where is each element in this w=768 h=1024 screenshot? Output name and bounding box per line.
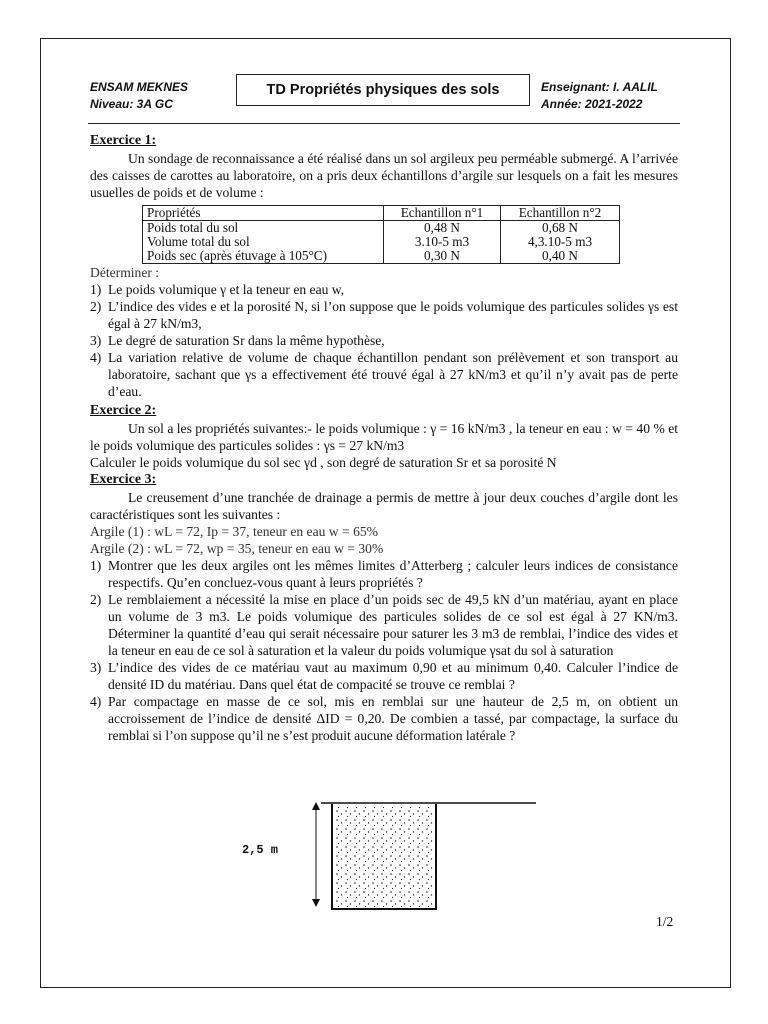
document-body	[90, 132, 678, 744]
height-label: 2,5 m	[242, 843, 279, 857]
header-rule	[88, 123, 680, 124]
table-cell: 0,40 N	[501, 249, 620, 264]
ex3-clay-2: Argile (2) : wL = 72, wp = 35, teneur en eau w = 30%	[90, 541, 384, 556]
ex3-intro: Le creusement d’une tranchée de drainage a permis de mettre à jour deux couches d’argile dont les caractéristiques sont les suivantes :	[90, 490, 678, 522]
doc-title: TD Propriétés physiques des sols	[236, 74, 530, 106]
list-item: 3) L’indice des vides de ce matériau vaut au maximum 0,90 et au minimum 0,40. Calculer l’indice de densité ID du matériau. Dans quel état de compacité se trouve ce remblai ?	[90, 660, 678, 692]
fill-material	[334, 807, 434, 908]
arrow-down-icon	[312, 899, 320, 907]
list-item: 1) Le poids volumique γ et la teneur en eau w,	[90, 282, 345, 297]
table-row	[143, 221, 620, 236]
ex1-question-list	[90, 281, 678, 400]
table-row	[143, 235, 620, 249]
table-cell: 0,68 N	[501, 221, 620, 236]
school-name: ENSAM MEKNES	[90, 80, 189, 94]
table-cell: 4,3.10-5 m3	[501, 235, 620, 249]
table-cell: Volume total du sol	[143, 235, 384, 249]
ex2-title: Exercice 2:	[90, 403, 157, 418]
ex1-intro: Un sondage de reconnaissance a été réalisé dans un sol argileux peu perméable submergé. A l’arrivée des caisses de carottes au laboratoire, on a pris deux échantillons d’argile sur lesquels on a fait les mesures usuelles de poids et de volume :	[90, 151, 678, 200]
embankment-figure	[236, 800, 556, 912]
ex1-determine: Déterminer :	[90, 265, 160, 280]
ex3-question-list	[90, 557, 678, 744]
year: Année: 2021-2022	[541, 97, 643, 111]
teacher: Enseignant: I. AALIL	[541, 80, 658, 94]
properties-table	[142, 205, 620, 264]
ex2-statement: Un sol a les propriétés suivantes:- le poids volumique : γ = 16 kN/m3 , la teneur en eau : w = 40 % et le poids volumique des particules solides : γs = 27 kN/m3	[90, 421, 678, 453]
list-item: 3) Le degré de saturation Sr dans la même hypothèse,	[90, 333, 385, 348]
ex2-question: Calculer le poids volumique du sol sec γd , son degré de saturation Sr et sa porosité N	[90, 455, 557, 470]
ex3-title: Exercice 3:	[90, 472, 157, 487]
table-cell: 0,30 N	[384, 249, 501, 264]
list-item: 2) Le remblaiement a nécessité la mise en place d’un poids sec de 49,5 kN d’un matériau, ayant en place un volume de 3 m3. Le poids volumique des particules solides de ce sol est égal à 27 KN/m3. Déterminer la quantité d’eau qui serait nécessaire pour saturer les 3 m3 de remblai, l’indice des vides et la teneur en eau de ce sol à saturation et la valeur du poids volumique γsat du sol à saturation	[90, 592, 678, 658]
arrow-up-icon	[312, 802, 320, 810]
table-cell: Poids sec (après étuvage à 105°C)	[143, 249, 384, 264]
table-header-row	[143, 206, 620, 221]
table-header-cell: Echantillon n°2	[501, 206, 620, 221]
page-number: 1/2	[656, 914, 674, 929]
list-item: 4) La variation relative de volume de chaque échantillon pendant son prélèvement et son transport au laboratoire, sachant que γs a effectivement été trouvé égal à 27 kN/m3 et qu’il n’y avait pas de perte d’eau.	[90, 350, 678, 399]
table-header-cell: Echantillon n°1	[384, 206, 501, 221]
table-cell: Poids total du sol	[143, 221, 384, 236]
level: Niveau: 3A GC	[90, 97, 173, 111]
list-item: 2) L’indice des vides e et la porosité N, si l’on suppose que le poids volumique des particules solides γs est égal à 27 kN/m3,	[90, 299, 678, 331]
ex1-title: Exercice 1:	[90, 133, 157, 148]
table-cell: 3.10-5 m3	[384, 235, 501, 249]
list-item: 4) Par compactage en masse de ce sol, mis en remblai sur une hauteur de 2,5 m, on obtient un accroissement de l’indice de densité ΔID = 0,20. De combien a tassé, par compactage, la surface du remblai si l’on suppose qu’il ne s’est produit aucune déformation latérale ?	[90, 694, 678, 743]
table-cell: 0,48 N	[384, 221, 501, 236]
list-item: 1) Montrer que les deux argiles ont les mêmes limites d’Atterberg ; calculer leurs indices de consistance respectifs. Qu’en concluez-vous quant à leurs propriétés ?	[90, 558, 678, 590]
table-header-cell: Propriétés	[143, 206, 384, 221]
ex3-clay-1: Argile (1) : wL = 72, Ip = 37, teneur en eau w = 65%	[90, 524, 379, 539]
table-row	[143, 249, 620, 264]
